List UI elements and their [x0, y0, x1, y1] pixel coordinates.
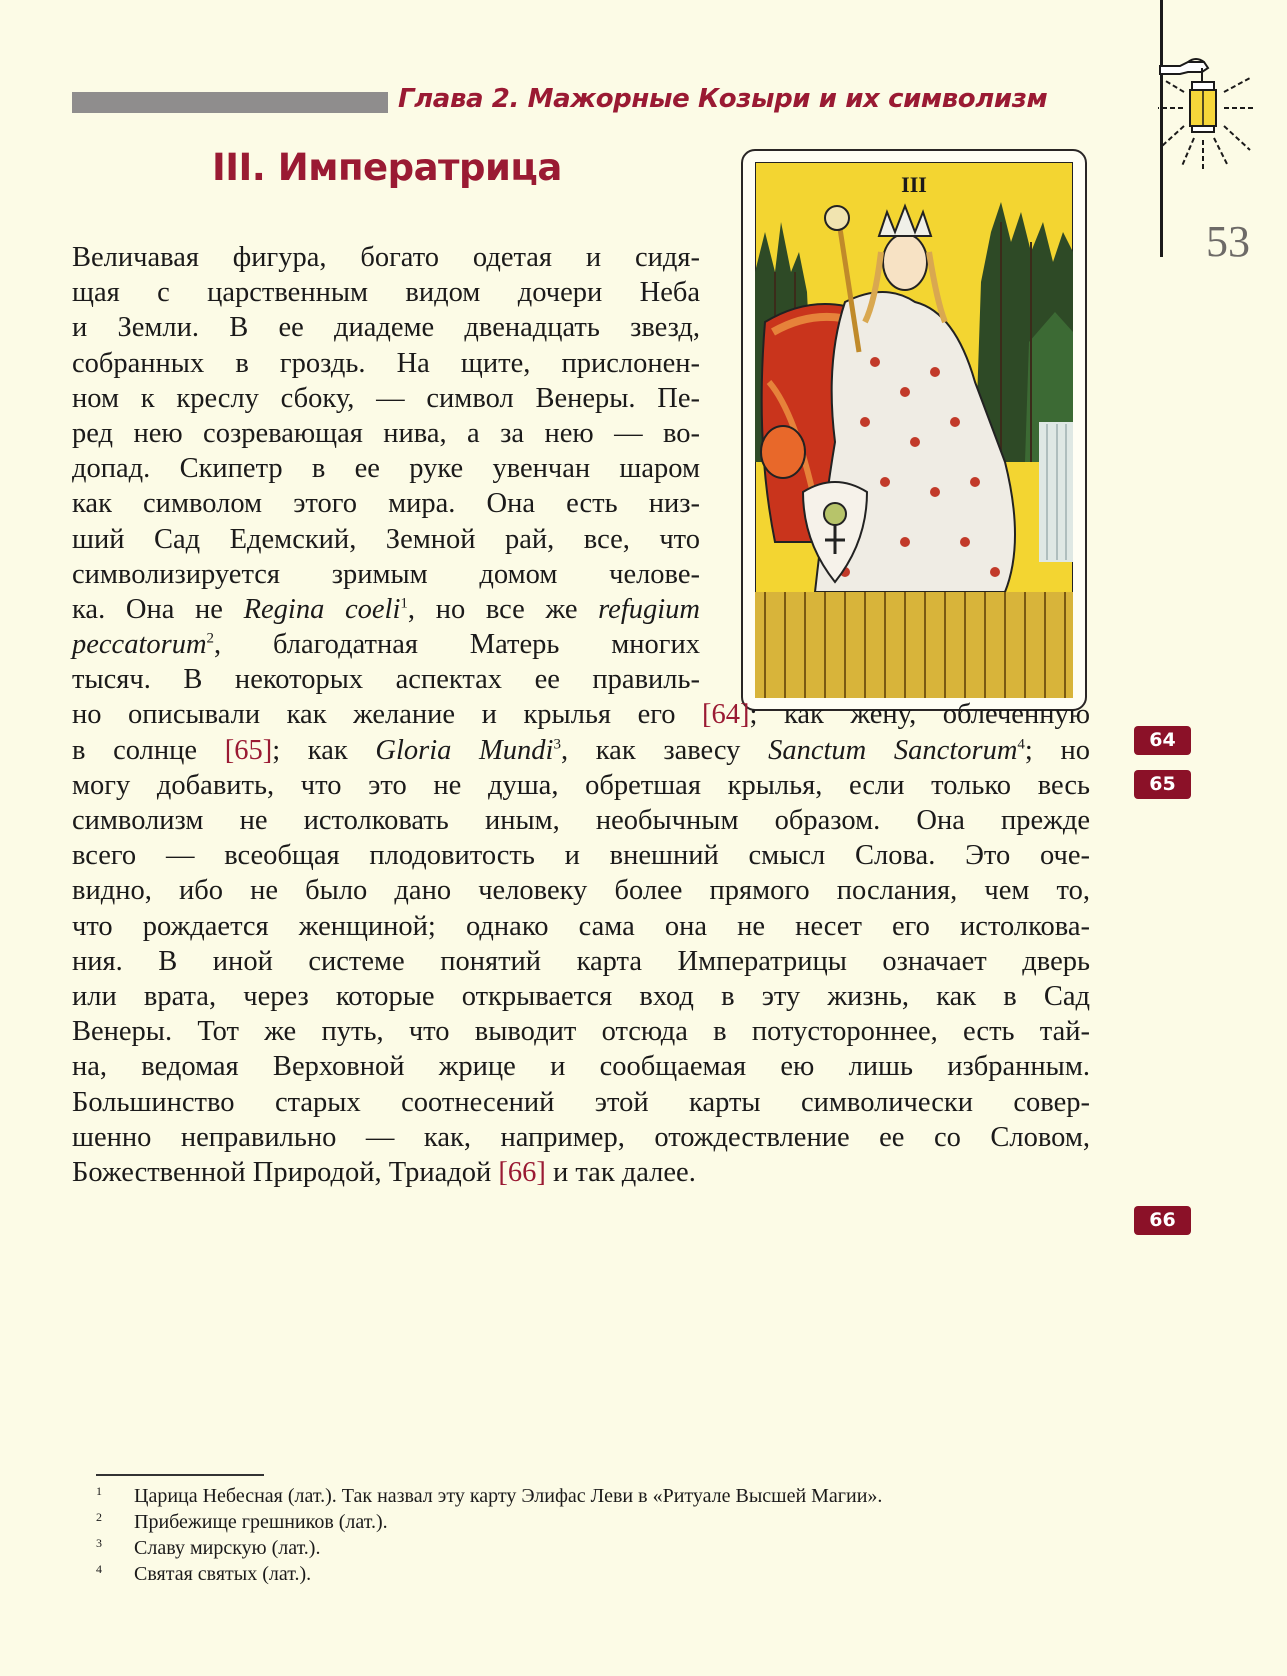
footnote-mark: 2	[96, 1510, 102, 1524]
lantern-icon	[1158, 54, 1286, 184]
text-span: Божественной Природой, Триадой	[72, 1156, 499, 1188]
footnote-ref[interactable]: 2	[206, 630, 215, 647]
text-line	[72, 733, 1090, 768]
footnote	[96, 1510, 388, 1534]
text-line: ред нею созревающая нива, а за нею — во-	[72, 417, 700, 449]
text-line: допад. Скипетр в ее руке увенчан шаром	[72, 453, 700, 485]
text-span: но описывали как желание и крылья его	[72, 699, 703, 731]
text-span: , но все же	[407, 593, 599, 625]
footnote-ref[interactable]: 4	[1017, 736, 1025, 753]
margin-badge-65[interactable]: 65	[1134, 770, 1191, 799]
footnote-mark: 3	[96, 1536, 102, 1550]
footnote-ref[interactable]: 1	[400, 595, 408, 612]
text-line: как символом этого мира. Она есть низ-	[72, 488, 700, 520]
footnote	[96, 1536, 320, 1560]
footnote	[96, 1562, 311, 1586]
text-line: ном к креслу сбоку, — символ Венеры. Пе-	[72, 382, 700, 414]
latin-term: Regina coeli	[243, 593, 401, 625]
footnote-text: Святая святых (лат.).	[134, 1563, 312, 1585]
latin-term: Sanctum Sanctorum	[768, 734, 1018, 766]
latin-term: peccatorum	[72, 629, 207, 661]
text-line	[72, 1155, 1090, 1190]
text-line	[72, 627, 700, 662]
footnote-rule	[96, 1474, 264, 1476]
text-span: , благодатная Матерь многих	[214, 629, 700, 661]
text-line: тысяч. В некоторых аспектах ее правиль-	[72, 664, 700, 696]
citation-ref-65[interactable]: [65]	[224, 734, 273, 766]
text-line: что рождается женщиной; однако сама она не несет его истолкова-	[72, 910, 1090, 942]
footnote-text: Прибежище грешников (лат.).	[134, 1511, 388, 1533]
text-span: ; как жену, облеченную	[749, 699, 1090, 731]
text-line: символизируется зримым домом челове-	[72, 558, 700, 590]
text-line: могу добавить, что это не душа, обретшая крылья, если только весь	[72, 769, 1090, 801]
text-line: ния. В иной системе понятий карта Императрицы означает дверь	[72, 945, 1090, 977]
text-span: ; но	[1024, 734, 1090, 766]
text-line: видно, ибо не было дано человеку более прямого послания, чем то,	[72, 875, 1090, 907]
text-line: ший Сад Едемский, Земной рай, все, что	[72, 523, 700, 555]
text-span: ка. Она не	[72, 593, 244, 625]
text-line: и Земли. В ее диадеме двенадцать звезд,	[72, 312, 700, 344]
text-line: собранных в гроздь. На щите, прислонен-	[72, 347, 700, 379]
text-line: на, ведомая Верховной жрице и сообщаемая ею лишь избранным.	[72, 1051, 1090, 1083]
footnote-mark: 1	[96, 1484, 102, 1498]
citation-ref-66[interactable]: [66]	[498, 1156, 546, 1188]
text-line: щая с царственным видом дочери Неба	[72, 277, 700, 309]
text-line: шенно неправильно — как, например, отождествление ее со Словом,	[72, 1121, 1090, 1153]
citation-ref-64[interactable]: [64]	[702, 699, 750, 731]
footnote-text: Славу мирскую (лат.).	[134, 1537, 321, 1559]
text-line	[72, 697, 1090, 732]
section-title: III. Императрица	[212, 146, 562, 189]
text-line: Величавая фигура, богато одетая и сидя-	[72, 242, 700, 273]
text-span: ; как	[272, 734, 376, 766]
text-line: Венеры. Тот же путь, что выводит отсюда в потустороннее, есть тай-	[72, 1016, 1090, 1048]
margin-badge-66[interactable]: 66	[1134, 1206, 1191, 1235]
text-line: Большинство старых соотнесений этой карты символически совер-	[72, 1086, 1090, 1118]
text-span: , как завесу	[560, 734, 769, 766]
footnote-text: Царица Небесная (лат.). Так назвал эту карту Элифас Леви в «Ритуале Высшей Магии».	[134, 1485, 883, 1507]
text-line	[72, 592, 700, 627]
footnote-ref[interactable]: 3	[553, 736, 561, 753]
card-numeral: III	[901, 172, 927, 197]
latin-term: refugium	[598, 593, 700, 625]
text-line: всего — всеобщая плодовитость и внешний смысл Слова. Это оче-	[72, 840, 1090, 872]
text-line: символизм не истолковать иным, необычным образом. Она прежде	[72, 805, 1090, 836]
footnote-mark: 4	[96, 1562, 102, 1576]
page-number: 53	[1206, 217, 1250, 266]
chapter-bar	[72, 92, 388, 113]
text-span: и так далее.	[545, 1156, 696, 1188]
chapter-title: Глава 2. Мажорные Козыри и их символизм	[398, 84, 1048, 114]
text-line: или врата, через которые открывается вход в эту жизнь, как в Сад	[72, 980, 1090, 1012]
text-span: в солнце	[72, 734, 225, 766]
margin-badge-64[interactable]: 64	[1134, 726, 1191, 755]
latin-term: Gloria Mundi	[375, 734, 554, 766]
main-text	[72, 240, 1090, 1190]
footnote	[96, 1484, 882, 1508]
